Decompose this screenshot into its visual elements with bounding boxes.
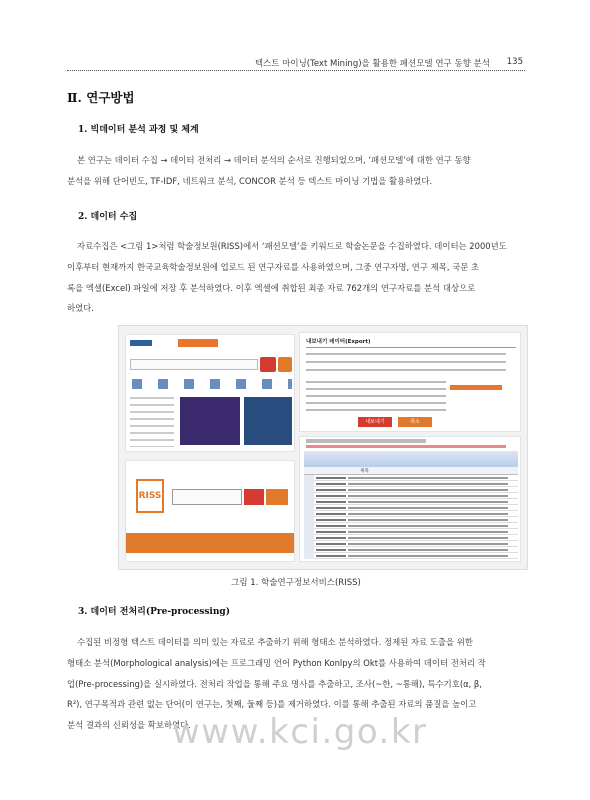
promo-image	[244, 397, 292, 445]
subsection-1-body	[67, 150, 525, 192]
paragraph-line: 수집된 비정형 텍스트 데이터를 의미 있는 자료로 추출하기 위해 형태소 분석하였다. 정제된 자료 도출을 위한	[77, 637, 473, 647]
figure-caption: 그림 1. 학술연구정보서비스(RISS)	[231, 578, 361, 588]
subsection-2-body	[67, 236, 525, 319]
paragraph-line: R²), 연구목적과 관련 없는 단어(이 연구는, 첫째, 둘째 등)를 제거하였다. 이를 통해 추출된 자료의 품질을 높이고	[67, 699, 477, 710]
subsection-3-title: 3. 데이터 전처리(Pre-processing)	[78, 607, 230, 617]
divider	[306, 347, 516, 348]
menu-icons-row	[132, 379, 292, 389]
paragraph-line: 본 연구는 데이터 수집 → 데이터 전처리 → 데이터 분석의 순서로 진행되었으며, ‘패션모델’에 대한 연구 동향	[77, 155, 471, 165]
excel-screenshot	[299, 436, 521, 562]
excel-cell: 제목	[360, 469, 369, 474]
riss-home-screenshot	[125, 334, 295, 452]
riss-logo: RISS	[136, 479, 164, 513]
list-panel	[130, 397, 174, 447]
paragraph-line: 이후부터 현재까지 한국교육학술정보원에 업로드 된 연구자료를 사용하였으며, 그중 연구자명, 연구 제목, 국문 초	[67, 261, 480, 272]
figure-riss-screenshot	[118, 325, 528, 570]
export-panel-title: 내보내기 데이터(Export)	[306, 339, 371, 345]
subsection-1-title: 1. 빅데이터 분석 과정 및 체계	[78, 125, 199, 135]
header-divider	[67, 70, 525, 71]
excel-ribbon	[304, 451, 518, 467]
running-title: 텍스트 마이닝(Text Mining)을 활용한 패션모델 연구 동향 분석	[254, 59, 490, 69]
paragraph-line: 분석을 위해 단어빈도, TF-IDF, 네트워크 분석, CONCOR 분석 등 텍스트 마이닝 기법을 활용하였다.	[67, 175, 433, 186]
riss-logo-screenshot	[125, 460, 295, 562]
cancel-button: 취소	[398, 417, 432, 427]
paragraph-line: 분석 결과의 신뢰성을 확보하였다.	[67, 720, 191, 731]
orange-nav-bar	[126, 533, 294, 553]
export-button: 내보내기	[358, 417, 392, 427]
notice-line	[306, 439, 426, 443]
excel-column-text	[348, 477, 508, 557]
row-headers	[304, 475, 314, 559]
format-options	[306, 353, 506, 375]
formula-bar	[304, 467, 518, 475]
paragraph-line: 하였다.	[67, 303, 94, 314]
watermark: www.kci.go.kr	[172, 712, 428, 752]
search-box	[172, 489, 242, 505]
site-logo	[130, 340, 152, 346]
promo-banner	[180, 397, 240, 445]
feature-button	[266, 489, 288, 505]
field-options	[306, 381, 446, 411]
paragraph-line: 형태소 분석(Morphological analysis)에는 프로그래밍 언어 Python Konlpy의 Okt를 사용하여 데이터 전처리 작	[67, 657, 486, 668]
highlight-tag	[450, 385, 502, 390]
export-panel-screenshot	[299, 332, 521, 432]
notice-line	[306, 445, 506, 448]
page-number: 135	[506, 57, 523, 67]
section-title: Ⅱ. 연구방법	[67, 90, 135, 105]
excel-column-text	[316, 477, 346, 557]
paragraph-line: 록을 엑셀(Excel) 파일에 저장 후 분석하였다. 이후 엑셀에 취합된 최종 자료 762개의 연구자료를 분석 대상으로	[67, 282, 476, 293]
search-box	[130, 359, 258, 370]
site-banner	[178, 339, 218, 347]
paragraph-line: 자료수집은 <그림 1>처럼 학술정보원(RISS)에서 ‘패션모델’을 키워드로 학술논문을 수집하였다. 데이터는 2000년도	[77, 241, 507, 251]
subsection-2-title: 2. 데이터 수집	[78, 212, 138, 222]
paragraph-line: 업(Pre-processing)을 실시하였다. 전처리 작업을 통해 주요 명사를 추출하고, 조사(~한, ~통해), 특수기호(α, β,	[67, 678, 482, 689]
search-button	[244, 489, 264, 505]
search-button	[260, 357, 276, 372]
feature-button	[278, 357, 292, 372]
